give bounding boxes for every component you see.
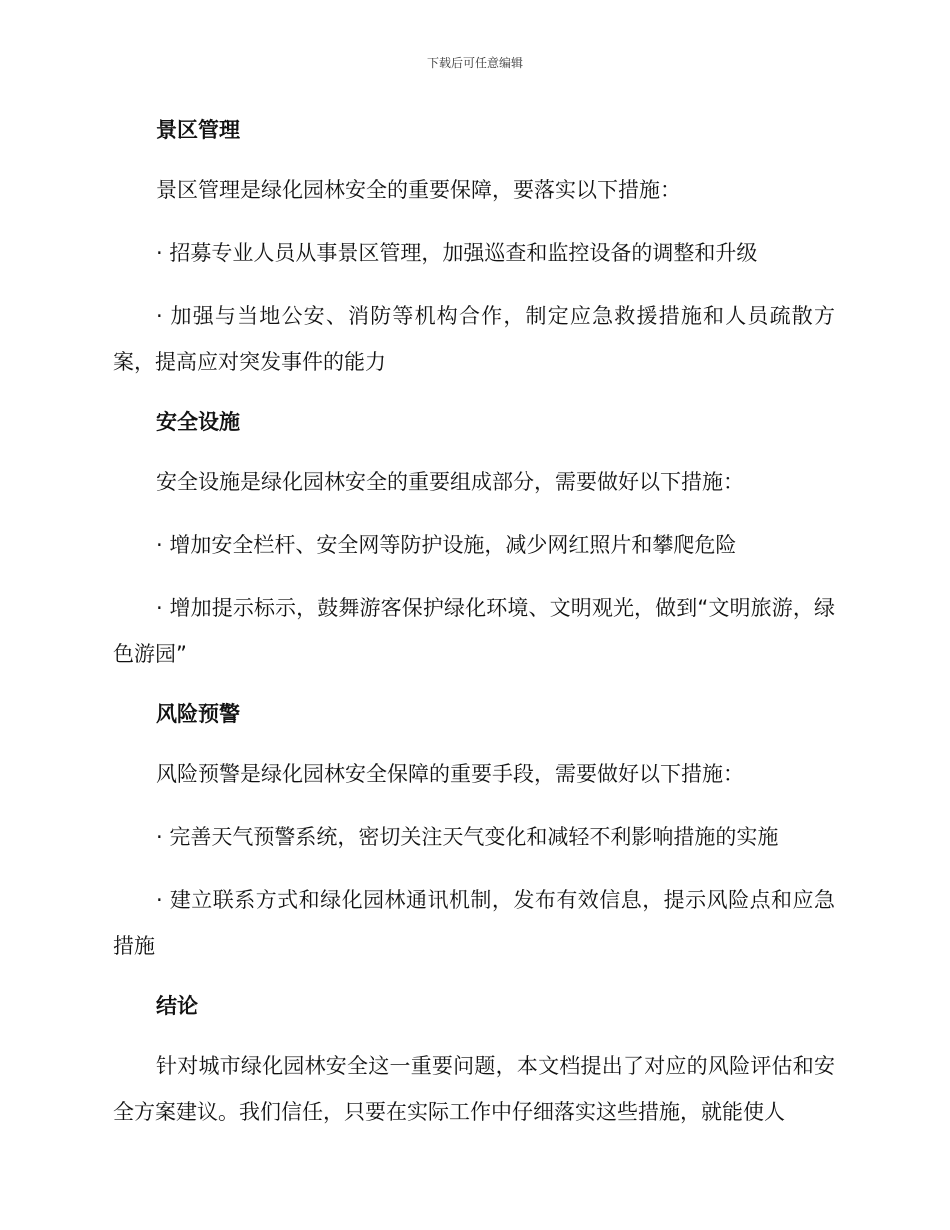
bullet-item: · 建立联系方式和绿化园林通讯机制，发布有效信息，提示风险点和应急措施 [113,888,835,958]
paragraph-scenic-intro: 景区管理是绿化园林安全的重要保障，要落实以下措施： [156,178,681,202]
paragraph-conclusion: 针对城市绿化园林安全这一重要问题，本文档提出了对应的风险评估和安全方案建议。我们信任，只要在实际工作中仔细落实这些措施，就能使人 [113,1054,835,1124]
document-body [113,110,835,1152]
section-heading-conclusion: 结论 [156,994,198,1018]
section-heading-scenic-management: 景区管理 [156,118,240,142]
paragraph-safety-intro: 安全设施是绿化园林安全的重要组成部分，需要做好以下措施： [156,470,744,494]
bullet-item: · 增加安全栏杆、安全网等防护设施，减少网红照片和攀爬危险 [156,533,737,557]
bullet-item: · 增加提示标示，鼓舞游客保护绿化环境、文明观光，做到“文明旅游，绿色游园” [113,596,835,666]
section-heading-safety-facilities: 安全设施 [156,410,240,434]
page-header: 下载后可任意编辑 [426,56,523,70]
bullet-item: · 招募专业人员从事景区管理，加强巡查和监控设备的调整和升级 [156,241,758,265]
paragraph-risk-intro: 风险预警是绿化园林安全保障的重要手段，需要做好以下措施： [156,762,744,786]
bullet-item: · 加强与当地公安、消防等机构合作，制定应急救援措施和人员疏散方案，提高应对突发事件的能力 [113,304,835,374]
bullet-item: · 完善天气预警系统，密切关注天气变化和减轻不利影响措施的实施 [156,825,779,849]
section-heading-risk-warning: 风险预警 [156,702,240,726]
